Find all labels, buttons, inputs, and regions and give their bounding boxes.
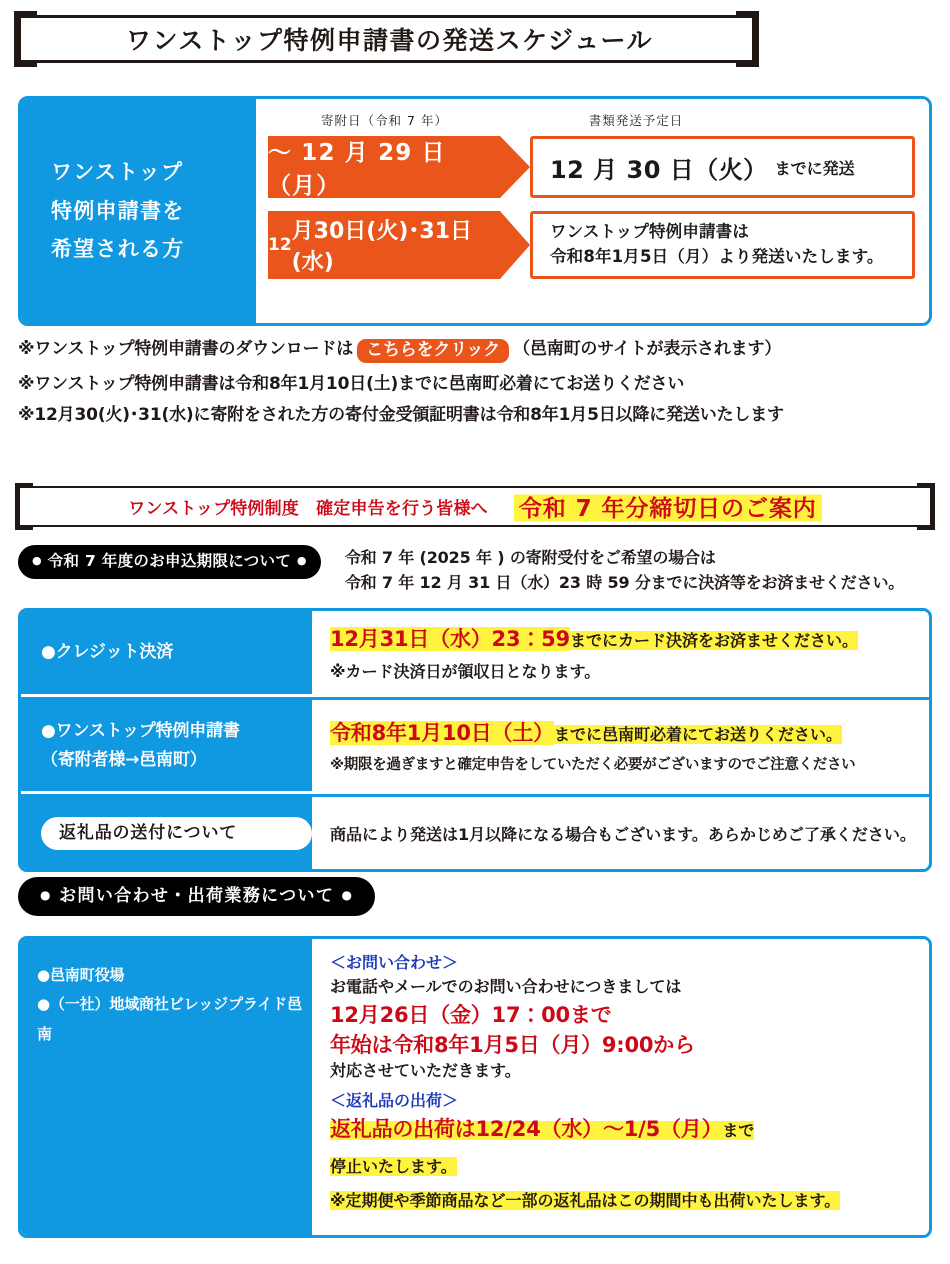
table-row-2-sub: ※期限を過ぎますと確定申告をしていただく必要がございますのでご注意ください <box>330 757 856 774</box>
schedule-panel <box>18 96 932 326</box>
deadline-intro <box>18 545 938 596</box>
schedule-left-line-3: 希望される方 <box>51 237 185 262</box>
schedule-row-2-result-line-1: ワンストップ特例申請書は <box>550 222 749 242</box>
schedule-row-2-result <box>530 211 915 279</box>
shipping-stop-line <box>330 1154 917 1177</box>
note-line-1 <box>18 338 938 362</box>
shipping-period-line <box>330 1113 917 1143</box>
reward-shipping-pill: 返礼品の送付について <box>41 817 312 850</box>
table-row-2-rest: までに邑南町必着にてお送りください。 <box>553 724 842 744</box>
deadline-intro-line-1: 令和 7 年 (2025 年 ) の寄附受付をご希望の場合は <box>344 548 716 567</box>
inquiry-heading: ＜お問い合わせ＞ <box>330 953 459 972</box>
deadline-intro-line-2: 令和 7 年 12 月 31 日（水）23 時 59 分までに決済等をお済ませください。 <box>344 573 905 593</box>
schedule-row-1-result-main: 12 月 30 日（火） <box>550 155 768 184</box>
inquiry-line-1: お電話やメールでのお問い合わせにつきましては <box>330 977 682 996</box>
column-header-shipping-date: 書類発送予定日 <box>588 113 684 128</box>
page-title: ワンストップ特例申請書の発送スケジュール <box>125 26 653 55</box>
bullet-dot-icon-right: ● <box>296 554 307 567</box>
contact-org-1: ●邑南町役場 <box>37 966 125 984</box>
table-row-1-label <box>21 611 312 697</box>
shipping-period-red: 返礼品の出荷は12/24（水）～1/5（月） <box>330 1117 723 1141</box>
bullet-dot-icon-contact-left: ● <box>40 888 52 902</box>
download-link-button[interactable]: こちらをクリック <box>357 339 509 363</box>
table-row-1-label-text: ●クレジット決済 <box>41 642 174 663</box>
column-header-donation-date: 寄附日（令和 7 年） <box>321 113 448 128</box>
inquiry-line-2: 対応させていただきます。 <box>330 1061 521 1080</box>
contact-section-pill <box>18 877 375 916</box>
section2-title-right: 令和 7 年分締切日のご案内 <box>514 490 822 523</box>
poster-page <box>0 11 950 1264</box>
table-row-1-highlight: 12月31日（水）23：59 <box>330 626 570 651</box>
section2-title-header <box>15 483 935 530</box>
table-row-1-main <box>330 626 919 652</box>
shipping-heading: ＜返礼品の出荷＞ <box>330 1091 459 1110</box>
table-row-2-label-text: ●ワンストップ特例申請書 <box>41 721 240 742</box>
note-1-prefix: ※ワンストップ特例申請書のダウンロードは <box>18 339 354 359</box>
schedule-row-1-result-suffix: までに発送 <box>774 158 855 178</box>
schedule-row-2-date-month: 12 <box>268 235 292 255</box>
deadline-pill-text: 令和 7 年度のお申込期限について <box>47 552 292 570</box>
contact-org-2: ●（一社）地域商社ビレッジプライド邑南 <box>37 995 302 1043</box>
table-row <box>21 797 929 869</box>
contact-panel-right <box>312 939 929 1235</box>
schedule-row-2-date-chip <box>268 211 500 279</box>
bullet-dot-icon-contact-right: ● <box>341 888 354 902</box>
table-row <box>21 611 929 700</box>
schedule-notes <box>18 338 938 438</box>
table-row-2-content <box>312 700 929 794</box>
schedule-panel-right <box>256 99 929 323</box>
contact-panel-left <box>21 939 312 1235</box>
contact-panel <box>18 936 932 1238</box>
table-row-2-label-sub: （寄附者様→邑南町） <box>41 749 207 770</box>
note-line-2: ※ワンストップ特例申請書は令和8年1月10日(土)までに邑南町必着にてお送りください <box>18 374 685 394</box>
shipping-note-line <box>330 1188 917 1211</box>
table-row-3-label <box>21 797 312 869</box>
schedule-row-1-date-text: ～ 12 月 29 日（月） <box>268 140 446 199</box>
table-row-3-text: 商品により発送は1月以降になる場合もございます。あらかじめご了承ください。 <box>330 824 916 844</box>
deadline-pill-label <box>18 545 321 579</box>
table-row-2-label <box>21 700 312 794</box>
section1-title-header <box>14 11 759 67</box>
schedule-left-line-2: 特例申請書を <box>51 198 185 223</box>
section2-title-left: ワンストップ特例制度 確定申告を行う皆様へ <box>128 499 488 519</box>
schedule-row-1-date-chip <box>268 136 500 198</box>
table-row-2-main <box>330 720 919 746</box>
table-row-1-sub: ※カード決済日が領収日となります。 <box>330 662 601 682</box>
schedule-column-headers <box>268 105 915 136</box>
inquiry-hours-until: 12月26日（金）17：00まで <box>330 1003 612 1027</box>
schedule-panel-left-label <box>21 99 256 323</box>
schedule-left-line-1: ワンストップ <box>51 159 184 184</box>
schedule-row-2-result-line-2: 令和8年1月5日（月）より発送いたします。 <box>550 247 884 266</box>
schedule-row-2 <box>268 211 915 279</box>
note-line-3: ※12月30(火)･31(水)に寄附をされた方の寄付金受領証明書は令和8年1月5日以降に発送いたします <box>18 405 784 425</box>
shipping-note-text: ※定期便や季節商品など一部の返礼品はこの期間中も出荷いたします。 <box>330 1191 841 1210</box>
contact-section-pill-text: お問い合わせ・出荷業務について <box>59 886 335 906</box>
table-row <box>21 700 929 797</box>
section2-title <box>15 490 935 523</box>
schedule-row-1-result <box>530 136 915 198</box>
table-row-3-content <box>312 797 929 869</box>
schedule-row-1 <box>268 136 915 198</box>
schedule-row-2-date-rest: 月30日(火)･31日(水) <box>291 219 473 275</box>
table-row-1-content <box>312 611 929 697</box>
inquiry-hours-resume: 年始は令和8年1月5日（月）9:00から <box>330 1033 695 1057</box>
shipping-period-tail: まで <box>722 1121 755 1140</box>
table-row-1-rest: までにカード決済をお済ませください。 <box>569 630 858 650</box>
note-1-suffix: （邑南町のサイトが表示されます） <box>513 339 782 359</box>
table-row-2-highlight: 令和8年1月10日（土） <box>330 720 554 745</box>
shipping-stop-text: 停止いたします。 <box>330 1157 457 1176</box>
deadline-intro-note <box>345 545 904 596</box>
deadline-table <box>18 608 932 872</box>
bullet-dot-icon: ● <box>32 554 42 567</box>
